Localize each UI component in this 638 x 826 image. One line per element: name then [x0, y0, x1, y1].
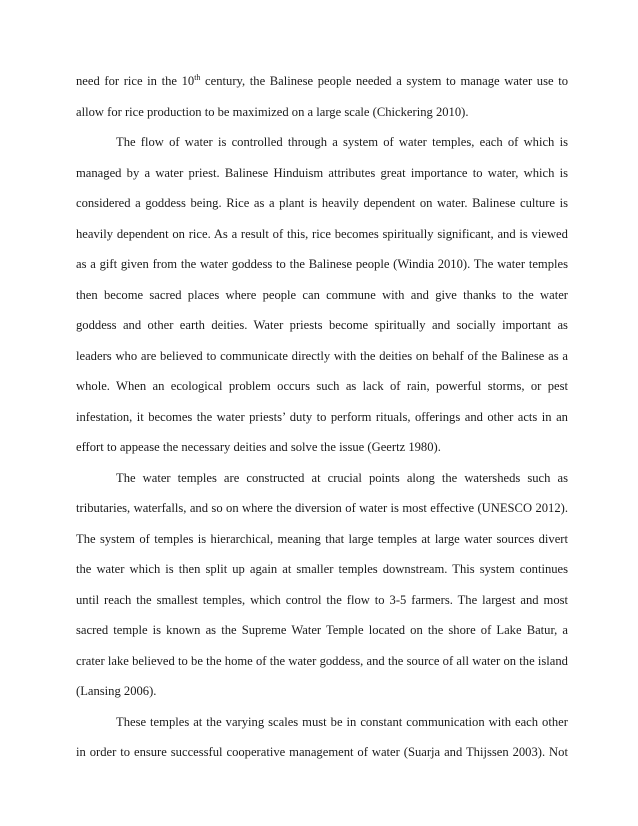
text-line: the water which is then split up again at smaller temples downstream. This system continues — [76, 562, 569, 576]
text-line: until reach the smallest temples, which control the flow to 3-5 farmers. The largest and most — [76, 592, 569, 607]
text-line: crater lake believed to be the home of the water goddess, and the source of all water on the island — [76, 653, 568, 668]
text-line: infestation, it becomes the water priests’ duty to perform rituals, offerings and other acts in an — [76, 409, 568, 424]
text-line: allow for rice production to be maximized on a large scale (Chickering 2010). — [76, 104, 469, 119]
text-line: effort to appease the necessary deities and solve the issue (Geertz 1980). — [76, 440, 441, 454]
text-line: managed by a water priest. Balinese Hinduism attributes great importance to water, which is — [76, 165, 569, 180]
text-line: heavily dependent on rice. As a result of this, rice becomes spiritually significant, and is viewed — [76, 226, 568, 241]
text-line: leaders who are believed to communicate directly with the deities on behalf of the Balinese as a — [76, 348, 568, 363]
text-line: whole. When an ecological problem occurs such as lack of rain, powerful storms, or pest — [76, 379, 568, 393]
ordinal-suffix: th — [194, 72, 201, 82]
text-line-1 — [76, 66, 568, 97]
text-line: sacred temple is known as the Supreme Water Temple located on the shore of Lake Batur, a — [76, 623, 569, 637]
paragraph-start-line: The flow of water is controlled through a system of water temples, each of which is — [116, 135, 568, 149]
text-line-1-start: need for rice in the 10 — [76, 74, 195, 88]
text-line-1-end: century, the Balinese people needed a system to manage water use to — [200, 74, 569, 88]
text-line: then become sacred places where people can commune with and give thanks to the water — [76, 287, 568, 302]
text-line: considered a goddess being. Rice as a plant is heavily dependent on water. Balinese culture is — [76, 196, 568, 210]
text-line: goddess and other earth deities. Water priests become spiritually and socially important as — [76, 318, 568, 332]
body-text — [76, 66, 568, 768]
text-line: (Lansing 2006). — [76, 684, 157, 698]
text-line: tributaries, waterfalls, and so on where the diversion of water is most effective (UNESCO 2012). — [76, 501, 568, 515]
text-line: in order to ensure successful cooperative management of water (Suarja and Thijssen 2003). Not — [76, 745, 568, 759]
text-line: The system of temples is hierarchical, meaning that large temples at large water sources divert — [76, 531, 569, 546]
text-line: as a gift given from the water goddess to the Balinese people (Windia 2010). The water temples — [76, 257, 568, 271]
paragraph-start-line: The water temples are constructed at crucial points along the watersheds such as — [116, 470, 568, 485]
paragraph-start-line: These temples at the varying scales must be in constant communication with each other — [116, 714, 568, 729]
